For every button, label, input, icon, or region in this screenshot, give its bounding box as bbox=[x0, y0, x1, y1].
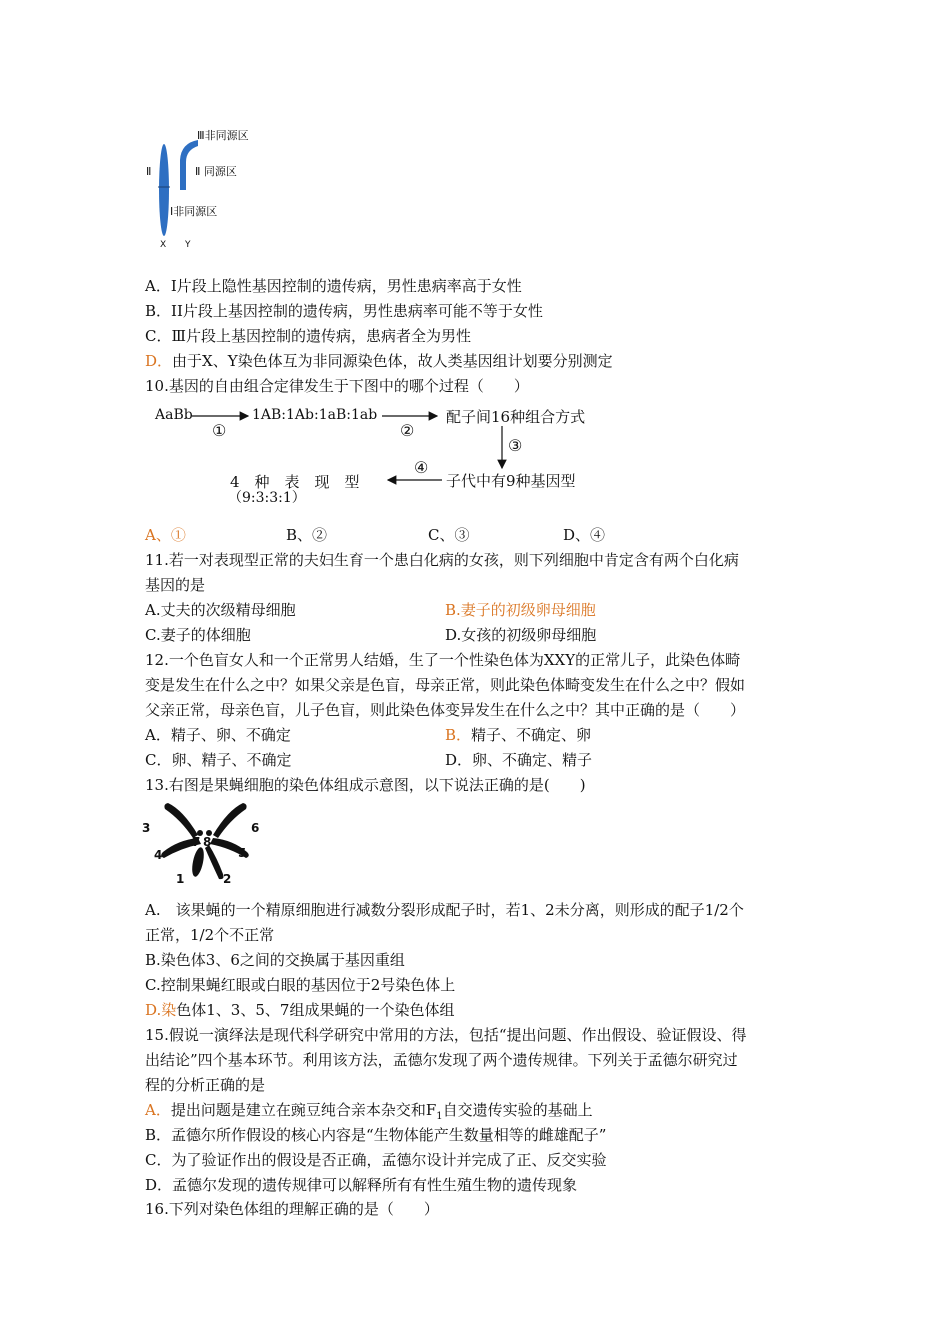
chromosome-2 bbox=[205, 845, 224, 879]
q12-option-a: A．精子、卵、不确定 bbox=[145, 726, 291, 744]
q9-option-b: B．II片段上基因控制的遗传病，男性患病率可能不等于女性 bbox=[145, 302, 543, 320]
fig-num-8: 8 bbox=[203, 835, 212, 849]
q13-option-a-line2: 正常，1/2个不正常 bbox=[145, 926, 275, 944]
label-y: Y bbox=[185, 240, 191, 250]
q16-stem: 16.下列对染色体组的理解正确的是（ ） bbox=[145, 1200, 439, 1218]
fig-num-6: 6 bbox=[251, 821, 260, 835]
q9-option-d-text: 由于X、Y染色体互为非同源染色体，故人类基因组计划要分别测定 bbox=[172, 352, 613, 370]
q10-option-c: C、③ bbox=[428, 526, 470, 544]
label-ii-homologous: Ⅱ 同源区 bbox=[195, 165, 237, 178]
fig-num-5: 5 bbox=[238, 846, 247, 860]
q13-option-d-letter: D.染 bbox=[145, 1001, 177, 1019]
q13-option-d-text: 色体1、3、5、7组成果蝇的一个染色体组 bbox=[176, 1001, 455, 1019]
q15-option-a-subscript: 1 bbox=[436, 1111, 443, 1122]
q11-option-b: B.妻子的初级卵母细胞 bbox=[445, 601, 596, 619]
q12-option-b-text: 精子、不确定、卵 bbox=[471, 726, 592, 744]
q10-option-d: D、④ bbox=[563, 526, 606, 544]
q12-stem-line2: 变是发生在什么之中？如果父亲是色盲，母亲正常，则此染色体畸变发生在什么之中？假如 bbox=[145, 676, 746, 694]
q12-option-d: D．卵、不确定、精子 bbox=[445, 751, 593, 769]
q15-stem-line2: 出结论”四个基本环节。利用该方法，孟德尔发现了两个遗传规律。下列关于孟德尔研究过 bbox=[145, 1051, 738, 1069]
q13-option-c: C.控制果蝇红眼或白眼的基因位于2号染色体上 bbox=[145, 976, 456, 994]
q12-stem-line3: 父亲正常，母亲色盲，儿子色盲，则此染色体变异发生在什么之中？其中正确的是（ ） bbox=[145, 701, 746, 719]
flow-genotypes: 子代中有9种基因型 bbox=[446, 472, 576, 490]
q11-option-d: D.女孩的初级卵母细胞 bbox=[445, 626, 597, 644]
label-x: X bbox=[160, 240, 167, 250]
q12-stem-line1: 12.一个色盲女人和一个正常男人结婚，生了一个性染色体为XXY的正常儿子，此染色体畸 bbox=[145, 651, 741, 669]
q15-option-b: B．孟德尔所作假设的核心内容是“生物体能产生数量相等的雌雄配子” bbox=[145, 1126, 607, 1144]
flow-phenotype-ratio: （9:3:3:1） bbox=[228, 490, 306, 506]
q10-option-a: A、① bbox=[145, 526, 186, 544]
q11-stem-line1: 11.若一对表现型正常的夫妇生育一个患白化病的女孩，则下列细胞中肯定含有两个白化病 bbox=[145, 551, 739, 569]
q11-option-a: A.丈夫的次级精母细胞 bbox=[145, 601, 296, 619]
q9-option-d bbox=[145, 351, 613, 371]
fig-num-4: 4 bbox=[154, 848, 163, 862]
chromosome-1 bbox=[190, 846, 206, 877]
q11-option-c: C.妻子的体细胞 bbox=[145, 626, 251, 644]
chromosome-6 bbox=[213, 803, 247, 838]
q12-option-b-letter: B． bbox=[445, 726, 472, 744]
flow-phenotypes: 4 种 表 现 型 bbox=[230, 473, 360, 491]
q9-option-d-letter: D． bbox=[145, 352, 173, 370]
flow-arrows bbox=[0, 400, 950, 520]
fig-num-1: 1 bbox=[176, 872, 185, 886]
q13-option-a-line1: A. 该果蝇的一个精原细胞进行减数分裂形成配子时，若1、2未分离，则形成的配子1/2个 bbox=[145, 901, 744, 919]
x-chromosome bbox=[159, 144, 169, 236]
flow-step4: ④ bbox=[414, 458, 429, 477]
fig-num-2: 2 bbox=[223, 872, 232, 886]
label-iii-nonhomologous: Ⅲ非同源区 bbox=[197, 129, 249, 142]
label-i-nonhomologous: Ⅰ非同源区 bbox=[170, 205, 218, 218]
q9-option-a: A．Ⅰ片段上隐性基因控制的遗传病，男性患病率高于女性 bbox=[145, 277, 522, 295]
flow-step3: ③ bbox=[508, 436, 523, 455]
flow-ratio: 1AB:1Ab:1aB:1ab bbox=[252, 407, 378, 423]
q15-option-a-tail: 自交遗传实验的基础上 bbox=[442, 1101, 593, 1119]
q15-option-a-letter: A． bbox=[145, 1101, 171, 1119]
q12-option-c: C．卵、精子、不确定 bbox=[145, 751, 292, 769]
fig-num-7: 7 bbox=[192, 835, 201, 849]
flow-start: AaBb bbox=[155, 407, 193, 423]
q13-option-d bbox=[145, 1000, 454, 1020]
q13-stem: 13.右图是果蝇细胞的染色体组成示意图，以下说法正确的是( ) bbox=[145, 776, 586, 794]
q15-option-a-text: 提出问题是建立在豌豆纯合亲本杂交和F bbox=[170, 1101, 437, 1119]
q15-option-a bbox=[145, 1100, 593, 1127]
flow-step2: ② bbox=[400, 421, 415, 440]
q10-stem: 10.基因的自由组合定律发生于下图中的哪个过程（ ） bbox=[145, 377, 529, 395]
flow-step1: ① bbox=[212, 421, 227, 440]
xy-chromosome-drawing bbox=[150, 135, 210, 255]
q13-option-b: B.染色体3、6之间的交换属于基因重组 bbox=[145, 951, 405, 969]
q15-option-c: C．为了验证作出的假设是否正确，孟德尔设计并完成了正、反交实验 bbox=[145, 1151, 607, 1169]
flow-gametes: 配子间16种组合方式 bbox=[446, 408, 586, 426]
fig-num-3: 3 bbox=[142, 821, 151, 835]
q15-stem-line1: 15.假说一演绎法是现代科学研究中常用的方法，包括“提出问题、作出假设、验证假设、得 bbox=[145, 1026, 747, 1044]
q15-option-d: D．孟德尔发现的遗传规律可以解释所有有性生殖生物的遗传现象 bbox=[145, 1176, 578, 1194]
q15-stem-line3: 程的分析正确的是 bbox=[145, 1076, 266, 1094]
q9-option-c: C．Ⅲ片段上基因控制的遗传病，患病者全为男性 bbox=[145, 327, 471, 345]
q11-stem-line2: 基因的是 bbox=[145, 576, 206, 594]
q12-option-b bbox=[445, 725, 591, 745]
label-ii-left: Ⅱ bbox=[146, 165, 152, 178]
q10-option-b: B、② bbox=[286, 526, 328, 544]
chromosome-3 bbox=[164, 803, 198, 838]
